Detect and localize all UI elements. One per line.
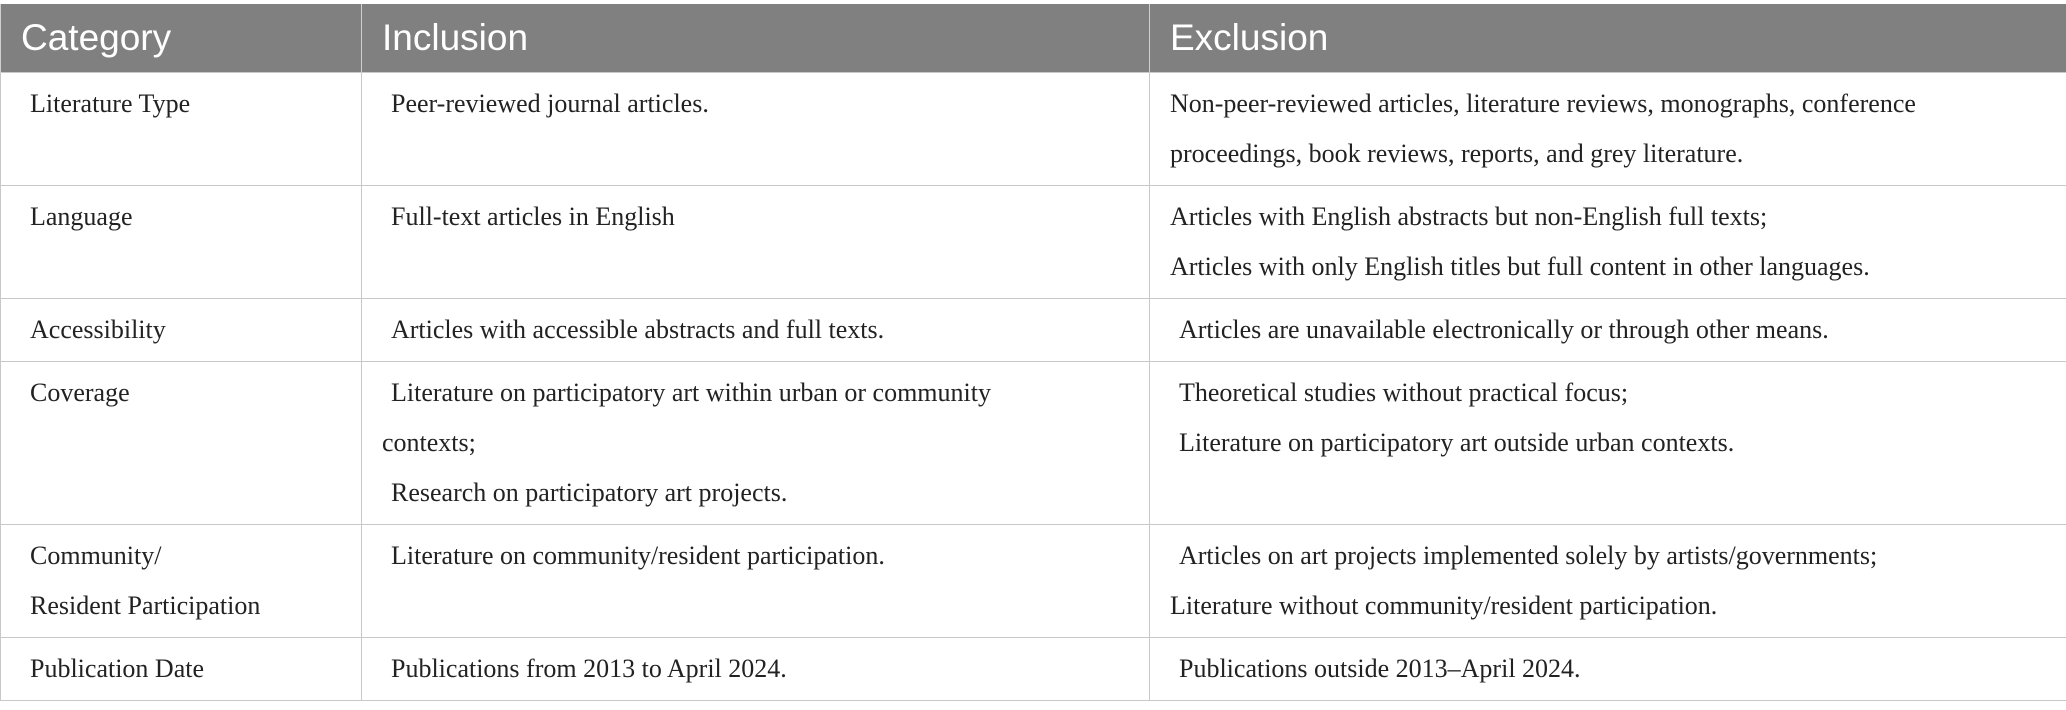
inclusion-cell bbox=[362, 72, 1150, 185]
header-inclusion: Inclusion bbox=[362, 4, 1150, 72]
exclusion-text: Articles with English abstracts but non-English full texts; bbox=[1170, 201, 1768, 231]
category-cell bbox=[1, 524, 362, 637]
inclusion-text: Peer-reviewed journal articles. bbox=[391, 88, 709, 118]
header-row bbox=[1, 4, 2066, 72]
exclusion-text: Articles on art projects implemented solely by artists/governments; bbox=[1179, 540, 1878, 570]
table-row bbox=[1, 298, 2066, 361]
inclusion-text: Full-text articles in English bbox=[391, 201, 675, 231]
exclusion-text: Literature on participatory art outside urban contexts. bbox=[1179, 427, 1735, 457]
table-row bbox=[1, 361, 2066, 524]
category-cell bbox=[1, 637, 362, 700]
category-cell bbox=[1, 298, 362, 361]
header-category: Category bbox=[1, 4, 362, 72]
category-cell bbox=[1, 72, 362, 185]
category-text: Coverage bbox=[30, 377, 130, 407]
exclusion-text: Literature without community/resident participation. bbox=[1170, 590, 1718, 620]
exclusion-cell bbox=[1150, 72, 2066, 185]
inclusion-text: Publications from 2013 to April 2024. bbox=[391, 653, 787, 683]
category-text: Publication Date bbox=[30, 653, 205, 683]
exclusion-text: proceedings, book reviews, reports, and grey literature. bbox=[1170, 138, 1744, 168]
inclusion-cell bbox=[362, 298, 1150, 361]
category-cell bbox=[1, 185, 362, 298]
category-text: Resident Participation bbox=[30, 590, 261, 620]
inclusion-text: Research on participatory art projects. bbox=[391, 477, 788, 507]
exclusion-cell bbox=[1150, 361, 2066, 524]
category-cell bbox=[1, 361, 362, 524]
category-text: Literature Type bbox=[30, 88, 191, 118]
table-row bbox=[1, 185, 2066, 298]
inclusion-text: Literature on community/resident participation. bbox=[391, 540, 885, 570]
exclusion-text: Non-peer-reviewed articles, literature reviews, monographs, conference bbox=[1170, 88, 1916, 118]
inclusion-cell bbox=[362, 361, 1150, 524]
inclusion-cell bbox=[362, 185, 1150, 298]
inclusion-text: contexts; bbox=[382, 427, 476, 457]
inclusion-text: Literature on participatory art within urban or community bbox=[391, 377, 991, 407]
table-row bbox=[1, 72, 2066, 185]
table-row bbox=[1, 637, 2066, 700]
inclusion-text: Articles with accessible abstracts and full texts. bbox=[391, 314, 885, 344]
table-row bbox=[1, 524, 2066, 637]
exclusion-text: Articles with only English titles but full content in other languages. bbox=[1170, 251, 1870, 281]
exclusion-cell bbox=[1150, 298, 2066, 361]
category-text: Community/ bbox=[30, 540, 162, 570]
exclusion-text: Theoretical studies without practical focus; bbox=[1179, 377, 1629, 407]
criteria-table bbox=[0, 4, 2066, 701]
header-exclusion: Exclusion bbox=[1150, 4, 2066, 72]
exclusion-cell bbox=[1150, 637, 2066, 700]
category-text: Language bbox=[30, 201, 133, 231]
inclusion-cell bbox=[362, 637, 1150, 700]
exclusion-text: Articles are unavailable electronically or through other means. bbox=[1179, 314, 1829, 344]
inclusion-cell bbox=[362, 524, 1150, 637]
exclusion-cell bbox=[1150, 524, 2066, 637]
exclusion-cell bbox=[1150, 185, 2066, 298]
exclusion-text: Publications outside 2013–April 2024. bbox=[1179, 653, 1581, 683]
category-text: Accessibility bbox=[30, 314, 166, 344]
